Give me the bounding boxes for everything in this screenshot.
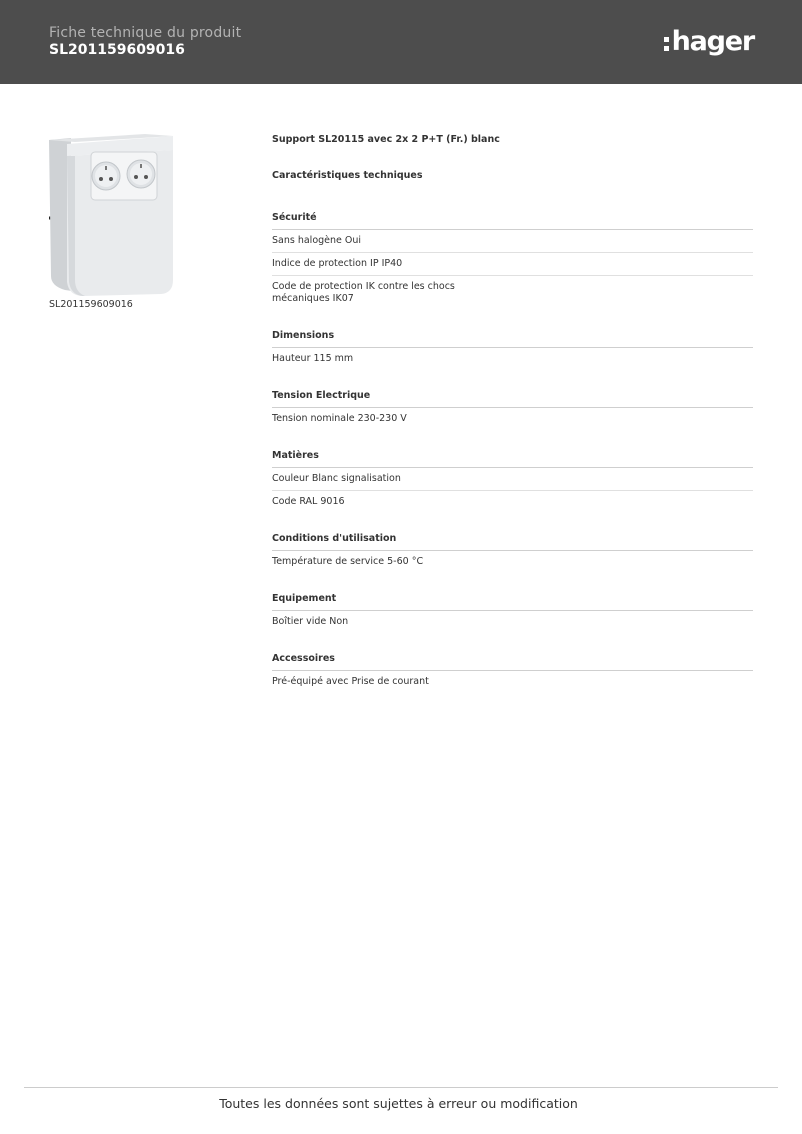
- spec-section: [272, 593, 753, 633]
- spec-row: [272, 671, 753, 693]
- spec-section: [272, 653, 753, 693]
- product-details: [272, 134, 753, 693]
- section-heading: Equipement: [272, 593, 753, 611]
- spec-section: [272, 533, 753, 573]
- spec-row-text: Tension nominale 230-230 V: [272, 413, 407, 424]
- hager-logo: [664, 24, 754, 58]
- spec-sections: [272, 212, 753, 693]
- page-header: [0, 0, 802, 84]
- logo-text: hager: [671, 25, 754, 57]
- spec-row-text: Code de protection IK contre les chocs mécaniques IK07: [272, 281, 455, 304]
- image-caption: SL201159609016: [49, 299, 133, 310]
- spec-section: [272, 390, 753, 430]
- spec-row: [272, 468, 753, 491]
- section-heading: Tension Electrique: [272, 390, 753, 408]
- spec-row-text: Boîtier vide Non: [272, 616, 349, 627]
- logo-colon-icon: [664, 37, 669, 51]
- spec-row-text: Indice de protection IP IP40: [272, 258, 403, 269]
- document-type-title: Fiche technique du produit: [49, 25, 242, 41]
- spec-row: [272, 551, 753, 573]
- spec-section: [272, 330, 753, 370]
- product-title: Support SL20115 avec 2x 2 P+T (Fr.) blanc: [272, 134, 500, 145]
- footer-divider: [24, 1087, 778, 1088]
- section-heading: Conditions d'utilisation: [272, 533, 753, 551]
- spec-section: [272, 450, 753, 513]
- spec-row-text: Température de service 5-60 °C: [272, 556, 424, 567]
- spec-row-text: Sans halogène Oui: [272, 235, 362, 246]
- section-heading: Matières: [272, 450, 753, 468]
- product-reference: SL201159609016: [49, 42, 185, 58]
- section-heading: Dimensions: [272, 330, 753, 348]
- spec-row-text: Hauteur 115 mm: [272, 353, 354, 364]
- spec-row: [272, 276, 753, 310]
- footer-disclaimer: Toutes les données sont sujettes à erreur ou modification: [219, 1096, 578, 1111]
- spec-row-text: Code RAL 9016: [272, 496, 345, 507]
- spec-row: [272, 253, 753, 276]
- spec-section: [272, 212, 753, 310]
- spec-row: [272, 491, 753, 513]
- spec-row: [272, 611, 753, 633]
- spec-row-text: Pré-équipé avec Prise de courant: [272, 676, 429, 687]
- spec-row: [272, 230, 753, 253]
- technical-characteristics-heading: Caractéristiques techniques: [272, 170, 423, 181]
- spec-row: [272, 408, 753, 430]
- spec-row: [272, 348, 753, 370]
- spec-row-text: Couleur Blanc signalisation: [272, 473, 401, 484]
- double-socket-product-image: [45, 130, 180, 298]
- section-heading: Accessoires: [272, 653, 753, 671]
- section-heading: Sécurité: [272, 212, 753, 230]
